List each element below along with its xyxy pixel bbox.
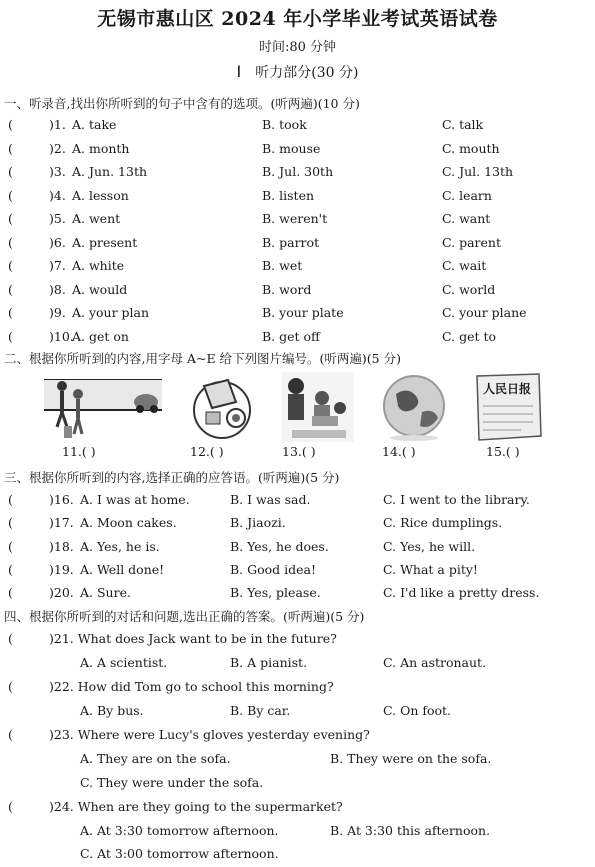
option-a: A. take: [72, 117, 117, 132]
q21-option-c: C. An astronaut.: [383, 655, 487, 670]
picture-children-and-car: [44, 372, 162, 442]
exam-title: 无锡市惠山区 2024 年小学毕业考试英语试卷: [97, 8, 498, 30]
section1-row: [0, 258, 595, 280]
option-c: C. Yes, he will.: [383, 538, 476, 554]
section1-row: [0, 188, 595, 210]
question-number: )10.: [49, 328, 74, 344]
q24-paren: (: [8, 799, 13, 814]
q24-option-b: B. At 3:30 this afternoon.: [330, 823, 491, 838]
option-b: B. Yes, he does.: [230, 538, 329, 554]
question-number: )19.: [49, 561, 74, 577]
exam-time: 时间:80 分钟: [258, 40, 337, 55]
picture-number-11: 11.( ): [62, 444, 96, 459]
option-b: B. parrot: [262, 234, 320, 250]
picture-newspaper: [473, 372, 543, 442]
option-b: B. wet: [262, 258, 303, 273]
option-c: C. Rice dumplings.: [383, 515, 503, 531]
section1-heading: 一、听录音,找出你所听到的句子中含有的选项。(听两遍)(10 分): [4, 96, 360, 111]
option-c: C. mouth: [442, 140, 500, 156]
option-a: A. Yes, he is.: [80, 538, 160, 554]
option-c: C. get to: [442, 328, 497, 344]
q24-option-c: C. At 3:00 tomorrow afternoon.: [80, 846, 279, 861]
option-c: C. Jul. 13th: [442, 164, 514, 179]
option-a: A. would: [72, 281, 128, 297]
question-number: )9.: [49, 305, 66, 320]
option-b: B. get off: [262, 328, 320, 344]
question-number: )1.: [49, 117, 66, 132]
q21-option-a: A. A scientist.: [80, 655, 168, 670]
section1-row: [0, 282, 595, 304]
answer-paren: (: [8, 187, 13, 203]
option-b: B. took: [262, 117, 307, 132]
option-b: B. mouse: [262, 140, 321, 156]
question-number: )2.: [49, 140, 66, 156]
section3-row: [0, 539, 595, 561]
q21-question: )21. What does Jack want to be in the future?: [49, 631, 337, 646]
picture-number-13: 13.( ): [282, 444, 316, 459]
answer-paren: (: [8, 328, 13, 344]
answer-paren: (: [8, 281, 13, 297]
picture-earth: [378, 372, 450, 442]
question-number: )5.: [49, 211, 66, 226]
option-a: A. Jun. 13th: [72, 164, 148, 179]
option-b: B. Jul. 30th: [262, 164, 334, 179]
question-number: )8.: [49, 281, 66, 297]
q22-option-c: C. On foot.: [383, 703, 452, 718]
answer-paren: (: [8, 305, 13, 320]
answer-paren: (: [8, 164, 13, 179]
q23-option-b: B. They were on the sofa.: [330, 751, 492, 766]
q23-question: )23. Where were Lucy's gloves yesterday evening?: [49, 727, 370, 742]
newspaper-masthead: 人民日报: [483, 382, 532, 396]
question-number: )18.: [49, 538, 74, 554]
picture-family-reading: [282, 372, 354, 442]
section3-row: [0, 585, 595, 607]
answer-paren: (: [8, 492, 13, 507]
answer-paren: (: [8, 585, 13, 601]
answer-paren: (: [8, 117, 13, 132]
answer-paren: (: [8, 211, 13, 226]
section3-heading: 三、根据你所听到的内容,选择正确的应答语。(听两遍)(5 分): [4, 470, 340, 485]
q21-paren: (: [8, 631, 13, 646]
q23-option-c: C. They were under the sofa.: [80, 775, 264, 790]
answer-paren: (: [8, 561, 13, 577]
option-c: C. parent: [442, 234, 501, 250]
q22-question: )22. How did Tom go to school this morning?: [49, 679, 334, 694]
option-b: B. listen: [262, 187, 315, 203]
option-a: A. Sure.: [80, 585, 131, 601]
option-b: B. your plate: [262, 305, 344, 320]
answer-paren: (: [8, 515, 13, 531]
question-number: )20.: [49, 585, 74, 601]
option-a: A. Moon cakes.: [80, 515, 177, 531]
option-c: C. I went to the library.: [383, 492, 530, 507]
option-b: B. Jiaozi.: [230, 515, 286, 531]
part-heading: [0, 62, 595, 82]
section1-row: [0, 141, 595, 163]
section3-row: [0, 515, 595, 537]
q22-paren: (: [8, 679, 13, 694]
answer-paren: (: [8, 234, 13, 250]
option-a: A. get on: [72, 328, 129, 344]
option-b: B. Good idea!: [230, 561, 317, 577]
option-c: C. want: [442, 211, 491, 226]
question-number: )7.: [49, 258, 66, 273]
option-a: A. went: [72, 211, 121, 226]
picture-number-12: 12.( ): [190, 444, 224, 459]
q22-option-b: B. By car.: [230, 703, 291, 718]
question-number: )16.: [49, 492, 74, 507]
picture-dishes: [186, 372, 258, 442]
option-b: B. word: [262, 281, 312, 297]
question-number: )17.: [49, 515, 74, 531]
option-c: C. your plane: [442, 305, 527, 320]
option-a: A. Well done!: [80, 561, 165, 577]
option-a: A. lesson: [72, 187, 129, 203]
option-a: A. white: [72, 258, 125, 273]
section1-row: [0, 235, 595, 257]
answer-paren: (: [8, 258, 13, 273]
answer-paren: (: [8, 140, 13, 156]
q24-option-a: A. At 3:30 tomorrow afternoon.: [80, 823, 279, 838]
question-number: )4.: [49, 187, 66, 203]
part-roman-numeral: Ⅰ: [236, 64, 242, 81]
option-a: A. your plan: [72, 305, 150, 320]
section1-row: [0, 164, 595, 186]
option-b: B. I was sad.: [230, 492, 311, 507]
question-number: )3.: [49, 164, 66, 179]
option-b: B. weren't: [262, 211, 328, 226]
section4-heading: 四、根据你所听到的对话和问题,选出正确的答案。(听两遍)(5 分): [4, 609, 365, 624]
section1-row: [0, 305, 595, 327]
option-a: A. month: [72, 140, 130, 156]
option-b: B. Yes, please.: [230, 585, 321, 601]
section1-row: [0, 117, 595, 139]
option-c: C. learn: [442, 187, 492, 203]
picture-number-14: 14.( ): [382, 444, 416, 459]
section1-row: [0, 211, 595, 233]
picture-number-15: 15.( ): [486, 444, 520, 459]
section3-row: [0, 492, 595, 514]
option-a: A. present: [72, 234, 138, 250]
answer-paren: (: [8, 538, 13, 554]
q23-option-a: A. They are on the sofa.: [80, 751, 231, 766]
q21-option-b: B. A pianist.: [230, 655, 308, 670]
option-c: C. talk: [442, 117, 484, 132]
section3-row: [0, 562, 595, 584]
question-number: )6.: [49, 234, 66, 250]
q22-option-a: A. By bus.: [80, 703, 144, 718]
option-a: A. I was at home.: [80, 492, 190, 507]
option-c: C. world: [442, 281, 496, 297]
option-c: C. What a pity!: [383, 561, 478, 577]
section1-row: [0, 329, 595, 351]
q24-question: )24. When are they going to the supermarket?: [49, 799, 343, 814]
q23-paren: (: [8, 727, 13, 742]
part-label: 听力部分(30 分): [255, 65, 359, 81]
section2-heading: 二、根据你所听到的内容,用字母 A~E 给下列图片编号。(听两遍)(5 分): [4, 351, 401, 366]
option-c: C. wait: [442, 258, 487, 273]
option-c: C. I'd like a pretty dress.: [383, 585, 540, 601]
